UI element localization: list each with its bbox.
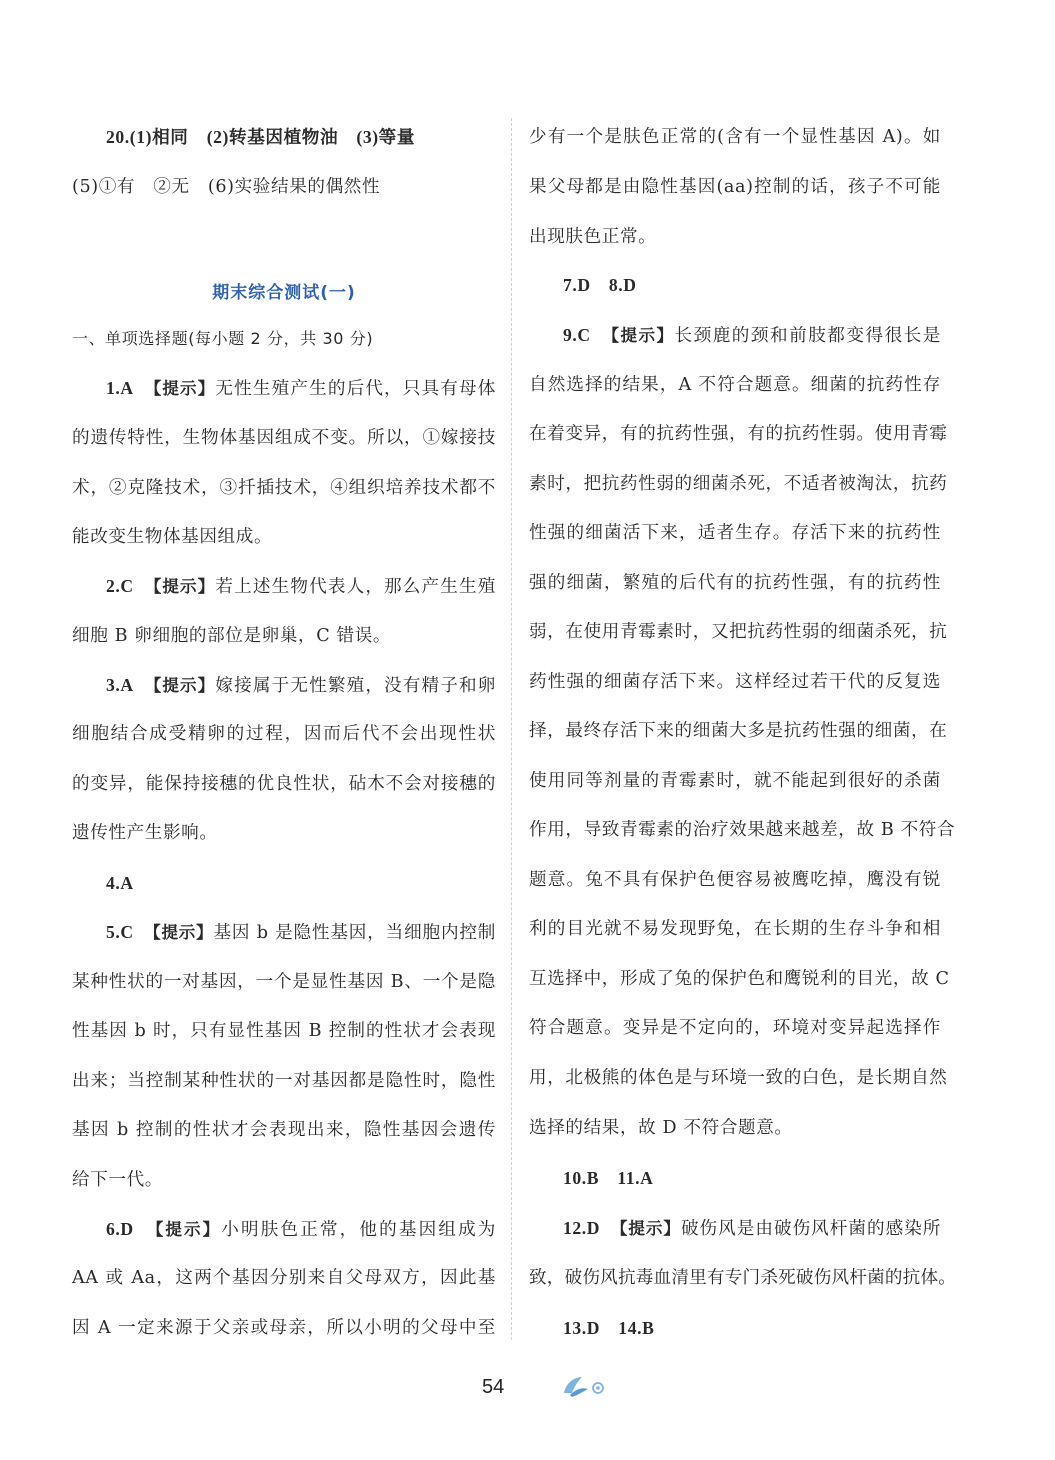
q3-line2: 细胞结合成受精卵的过程，因而后代不会出现性状	[72, 724, 496, 744]
q3-line4: 遗传性产生影响。	[72, 823, 218, 843]
q5-line4: 出来；当控制某种性状的一对基因都是隐性时，隐性	[72, 1071, 496, 1091]
q5-line5: 基因 b 控制的性状才会表现出来，隐性基因会遗传	[72, 1120, 496, 1140]
answer-20-line1	[106, 125, 496, 150]
q9-line12: 题意。兔不具有保护色便容易被鹰吃掉，鹰没有锐	[529, 870, 941, 890]
section-title: 期末综合测试(一)	[212, 283, 356, 303]
section-heading: 一、单项选择题(每小题 2 分，共 30 分)	[72, 329, 374, 348]
column-divider	[511, 118, 512, 1340]
q3-line3: 的变异，能保持接穗的优良性状，砧木不会对接穗的	[72, 774, 496, 794]
q9-line1: 9.C 【提示】长颈鹿的颈和前肢都变得很长是	[563, 325, 941, 346]
hint-label: 【提示】	[154, 1220, 222, 1239]
q9-line14: 互选择中，形成了兔的保护色和鹰锐利的目光，故 C	[529, 969, 950, 989]
q4-line: 4.A	[106, 873, 134, 893]
q6-cont-line2: 果父母都是由隐性基因(aa)控制的话，孩子不可能	[529, 177, 941, 197]
q9-line7: 弱，在使用青霉素时，又把抗药性弱的细菌杀死，抗	[529, 622, 948, 642]
q7-8-line: 7.D 8.D	[563, 275, 637, 295]
q1-line4: 能改变生物体基因组成。	[72, 527, 273, 547]
q9-line5: 性强的细菌活下来，适者生存。存活下来的抗药性	[529, 523, 941, 543]
hint-label: 【提示】	[152, 923, 214, 942]
q9-line9: 择，最终存活下来的细菌大多是抗药性强的细菌，在	[529, 721, 948, 741]
q1-line2: 的遗传特性，生物体基因组成不变。所以，①嫁接技	[72, 428, 496, 448]
q1-line3: 术，②克隆技术，③扦插技术，④组织培养技术都不	[72, 478, 496, 498]
q6-cont-line1: 少有一个是肤色正常的(含有一个显性基因 A)。如	[529, 127, 941, 147]
q9-line4: 素时，把抗药性弱的细菌杀死，不适者被淘汰，抗药	[529, 474, 948, 494]
page-number: 54	[482, 1376, 505, 1398]
leaf-ornament-icon	[560, 1373, 606, 1399]
q9-line11: 作用，导致青霉素的治疗效果越来越差，故 B 不符合	[529, 820, 956, 840]
q5-line2: 某种性状的一对基因，一个是显性基因 B、一个是隐	[72, 972, 496, 992]
hint-label: 【提示】	[619, 1219, 681, 1238]
hint-label: 【提示】	[610, 326, 675, 345]
q9-line16: 用，北极熊的体色是与环境一致的白色，是长期自然	[529, 1068, 948, 1088]
q2-line2: 细胞 B 卵细胞的部位是卵巢，C 错误。	[72, 626, 392, 646]
q6-cont-line3: 出现肤色正常。	[529, 227, 657, 247]
q9-line13: 利的目光就不易发现野兔，在长期的生存斗争和相	[529, 919, 941, 939]
q1-line1: 1.A 【提示】无性生殖产生的后代，只具有母体	[106, 378, 496, 399]
q9-line8: 药性强的细菌存活下来。这样经过若干代的反复选	[529, 672, 941, 692]
q9-line2: 自然选择的结果，A 不符合题意。细菌的抗药性存	[529, 375, 941, 395]
q6-line3: 因 A 一定来源于父亲或母亲，所以小明的父母中至	[72, 1318, 496, 1338]
q13-14-line: 13.D 14.B	[563, 1318, 655, 1338]
q2-line1: 2.C 【提示】若上述生物代表人，那么产生生殖	[106, 576, 496, 597]
q12-line2: 致，破伤风抗毒血清里有专门杀死破伤风杆菌的抗体。	[529, 1268, 957, 1288]
q5-line3: 性基因 b 时，只有显性基因 B 控制的性状才会表现	[72, 1021, 496, 1041]
answer-20-text: 20.(1)相同 (2)转基因植物油 (3)等量	[106, 127, 416, 147]
q12-line1: 12.D 【提示】破伤风是由破伤风杆菌的感染所	[563, 1218, 941, 1239]
q5-line1: 5.C 【提示】基因 b 是隐性基因，当细胞内控制	[106, 922, 496, 943]
q9-line17: 选择的结果，故 D 不符合题意。	[529, 1118, 793, 1138]
q9-line3: 在着变异，有的抗药性强，有的抗药性弱。使用青霉	[529, 424, 948, 444]
q3-line1: 3.A 【提示】嫁接属于无性繁殖，没有精子和卵	[106, 675, 496, 696]
q9-line10: 使用同等剂量的青霉素时，就不能起到很好的杀菌	[529, 771, 941, 791]
q6-line2: AA 或 Aa，这两个基因分别来自父母双方，因此基	[72, 1268, 496, 1288]
q6-line1: 6.D 【提示】小明肤色正常，他的基因组成为	[106, 1219, 497, 1240]
q9-line6: 强的细菌，繁殖的后代有的抗药性强，有的抗药性	[529, 573, 941, 593]
hint-label: 【提示】	[153, 379, 216, 398]
hint-label: 【提示】	[153, 577, 216, 596]
hint-label: 【提示】	[153, 676, 216, 695]
answer-20-line2: (5)①有 ②无 (6)实验结果的偶然性	[72, 177, 381, 197]
q9-line15: 符合题意。变异是不定向的，环境对变异起选择作	[529, 1018, 941, 1038]
q10-11-line: 10.B 11.A	[563, 1168, 654, 1188]
q5-line6: 给下一代。	[72, 1170, 163, 1190]
